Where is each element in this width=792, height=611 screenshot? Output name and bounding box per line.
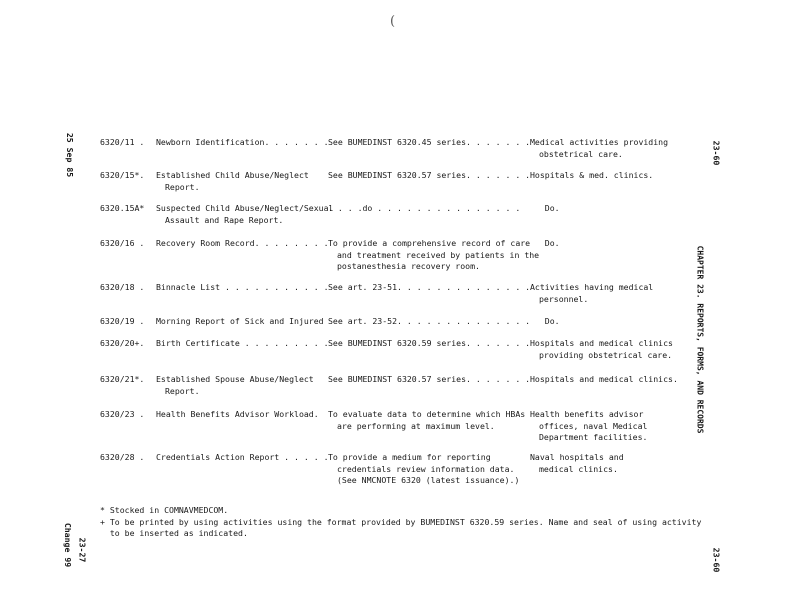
dist-line: Do. (530, 316, 560, 326)
dist-line: Hospitals and medical clinics. (530, 374, 678, 384)
form-distribution (530, 238, 680, 250)
purpose-line: See art. 23-52. . . . . . . . . . . . . . (328, 316, 531, 326)
form-purpose (328, 282, 531, 294)
purpose-line: To provide a comprehensive record of care (328, 238, 531, 248)
footnote-printed: + To be printed by using activities using the format provided by BUMEDINST 6320.59 series. Name and seal of using activity (100, 516, 702, 527)
chapter-title: CHAPTER 23. REPORTS, FORMS, AND RECORDS (695, 245, 705, 434)
title-line: Assault and Rape Report. (165, 214, 284, 225)
form-title (156, 203, 334, 226)
purpose-line: See BUMEDINST 6320.57 series. . . . . . . (328, 170, 531, 180)
form-title (156, 170, 326, 193)
purpose-line: (See NMCNOTE 6320 (latest issuance).) (337, 475, 520, 485)
form-distribution (530, 316, 680, 328)
form-number: 6320/15*. (100, 170, 145, 180)
form-title (156, 238, 329, 250)
purpose-line: See BUMEDINST 6320.45 series. . . . . . . (328, 137, 531, 147)
title-line: Morning Report of Sick and Injured (156, 316, 324, 326)
title-line: Established Spouse Abuse/Neglect (156, 374, 314, 384)
form-purpose (328, 316, 531, 328)
form-purpose (328, 170, 531, 182)
title-line: Established Child Abuse/Neglect (156, 170, 309, 180)
form-purpose (328, 409, 528, 432)
right-bottom-page-number: 23-60 (711, 547, 722, 573)
form-distribution (530, 137, 680, 160)
purpose-line: To provide a medium for reporting (328, 452, 491, 462)
purpose-line: To evaluate data to determine which HBAs (328, 409, 526, 419)
dist-line: Do. (530, 238, 560, 248)
dist-line: providing obstetrical care. (539, 349, 673, 360)
dist-line: Activities having medical (530, 282, 654, 292)
purpose-line: . . . .do . . . . . . . . . . . . . . . (328, 203, 521, 213)
form-title (156, 338, 329, 350)
form-distribution (530, 338, 680, 361)
title-line: Suspected Child Abuse/Neglect/Sexual (156, 203, 334, 213)
footnote-printed-cont: to be inserted as indicated. (100, 528, 248, 538)
form-number: 6320/16 . (100, 238, 145, 248)
title-line: Newborn Identification. . . . . . . (156, 137, 329, 147)
dist-line: personnel. (539, 293, 589, 304)
form-title (156, 374, 326, 397)
form-number: 6320/11 . (100, 137, 145, 147)
form-number: 6320/18 . (100, 282, 145, 292)
dist-line: offices, naval Medical (539, 420, 648, 431)
form-distribution (530, 452, 680, 475)
form-title (156, 409, 326, 421)
title-line: Birth Certificate . . . . . . . . . (156, 338, 329, 348)
title-line: Binnacle List . . . . . . . . . . . (156, 282, 329, 292)
form-number: 6320/20+. (100, 338, 145, 348)
dist-line: Hospitals and medical clinics (530, 338, 673, 348)
dist-line: Department facilities. (539, 432, 648, 442)
change-label: Change 99 (63, 522, 74, 568)
form-purpose (328, 137, 531, 149)
title-line: Recovery Room Record. . . . . . . . (156, 238, 329, 248)
form-purpose (328, 452, 528, 487)
form-distribution (530, 374, 680, 386)
dist-line: Do. (530, 203, 560, 213)
form-distribution (530, 170, 680, 182)
form-number: 6320/28 . (100, 452, 145, 462)
purpose-line: See BUMEDINST 6320.59 series. . . . . . . (328, 338, 531, 348)
form-title (156, 452, 329, 464)
form-number: 6320/21*. (100, 374, 145, 384)
form-number: 6320.15A* (100, 203, 145, 213)
purpose-line: See BUMEDINST 6320.57 series. . . . . . . (328, 374, 531, 384)
form-title (156, 316, 326, 328)
title-line: Credentials Action Report . . . . . (156, 452, 329, 462)
purpose-line: credentials review information data. (337, 463, 515, 474)
form-title (156, 137, 329, 149)
form-purpose (328, 374, 531, 386)
form-distribution (530, 282, 680, 305)
page-date: 25 Sep 85 (65, 132, 76, 178)
dist-line: Medical activities providing (530, 137, 669, 147)
form-purpose (328, 238, 540, 273)
dist-line: Hospitals & med. clinics. (530, 170, 654, 180)
top-margin-mark: ( (390, 14, 396, 29)
form-number: 6320/19 . (100, 316, 145, 326)
purpose-line: and treatment received by patients in the (337, 249, 540, 260)
purpose-line: See art. 23-51. . . . . . . . . . . . . . (328, 282, 531, 292)
title-line: Health Benefits Advisor Workload. (156, 409, 319, 419)
purpose-line: are performing at maximum level. (337, 420, 495, 431)
dist-line: Naval hospitals and (530, 452, 624, 462)
title-line: Report. (165, 181, 200, 192)
footnotes (100, 505, 702, 540)
dist-line: medical clinics. (539, 463, 618, 474)
change-page-number: 23-27 (77, 537, 88, 563)
form-title (156, 282, 329, 294)
form-distribution (530, 203, 680, 215)
purpose-line: postanesthesia recovery room. (337, 261, 480, 271)
form-number: 6320/23 . (100, 409, 145, 419)
right-top-page-number: 23-60 (711, 140, 722, 166)
footnote-stocked: * Stocked in COMNAVMEDCOM. (100, 505, 229, 515)
form-purpose (328, 338, 531, 350)
form-purpose (328, 203, 528, 215)
dist-line: obstetrical care. (539, 148, 623, 159)
dist-line: Health benefits advisor (530, 409, 644, 419)
form-distribution (530, 409, 680, 444)
title-line: Report. (165, 385, 200, 396)
